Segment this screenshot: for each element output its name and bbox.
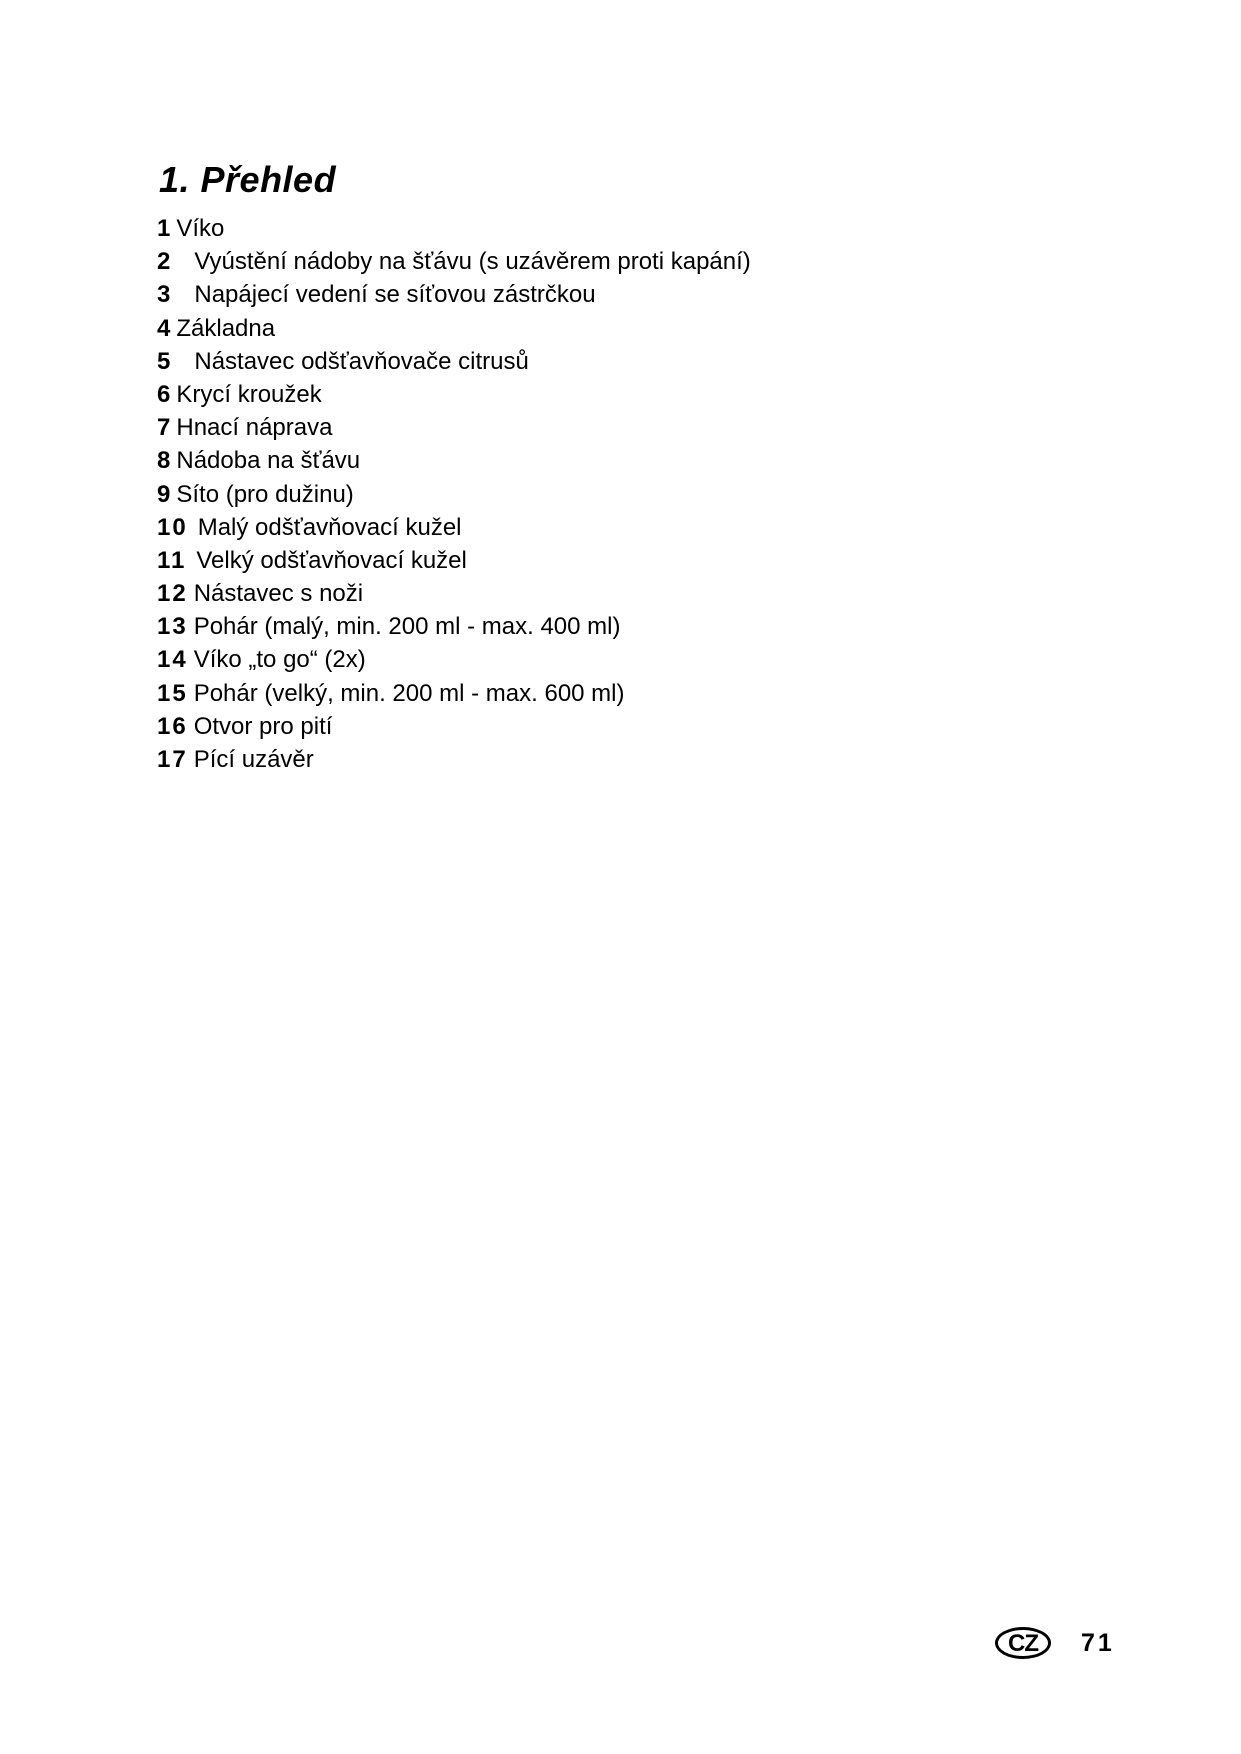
item-label: Nástavec s noži <box>193 580 364 608</box>
item-number: 12 <box>157 580 188 608</box>
item-label: Nástavec odšťavňovače citrusů <box>194 347 529 375</box>
item-number: 3 <box>157 281 173 309</box>
item-label: Velký odšťavňovací kužel <box>196 546 467 574</box>
item-number: 11 <box>157 546 187 574</box>
item-label: Malý odšťavňovací kužel <box>197 513 462 541</box>
item-label: Napájecí vedení se síťovou zástrčkou <box>194 281 596 309</box>
item-number: 2 <box>157 248 173 276</box>
item-label: Víko <box>176 215 225 242</box>
list-item <box>157 710 751 743</box>
list-item <box>157 444 751 477</box>
list-item <box>157 743 751 776</box>
list-item <box>157 312 751 345</box>
item-number: 8 <box>157 447 173 475</box>
item-label: Nádoba na šťávu <box>176 447 361 475</box>
item-label: Síto (pro dužinu) <box>176 480 354 508</box>
list-item <box>157 610 751 643</box>
list-item <box>157 643 751 676</box>
list-item <box>157 544 751 577</box>
page-title: 1. Přehled <box>159 159 337 200</box>
item-label: Pící uzávěr <box>193 746 314 773</box>
list-item <box>157 677 751 710</box>
page-footer <box>995 1623 1115 1663</box>
item-number: 6 <box>157 380 173 408</box>
item-number: 10 <box>157 513 188 541</box>
item-number: 7 <box>157 414 173 442</box>
list-item <box>157 577 751 610</box>
item-label: Vyústění nádoby na šťávu (s uzávěrem proti kapání) <box>194 248 751 276</box>
list-item <box>157 378 751 411</box>
item-label: Hnací náprava <box>176 414 333 442</box>
country-badge: CZ <box>995 1627 1051 1659</box>
list-item <box>157 278 751 311</box>
item-number: 1 <box>157 215 173 242</box>
item-label: Pohár (malý, min. 200 ml - max. 400 ml) <box>193 613 621 641</box>
item-number: 5 <box>157 347 173 375</box>
list-item <box>157 511 751 544</box>
item-number: 4 <box>157 314 173 342</box>
item-label: Pohár (velký, min. 200 ml - max. 600 ml) <box>193 679 625 707</box>
list-item <box>157 345 751 378</box>
item-number: 9 <box>157 480 173 508</box>
item-label: Krycí kroužek <box>176 380 322 408</box>
item-number: 17 <box>157 746 188 773</box>
parts-list <box>157 212 751 776</box>
item-number: 14 <box>157 646 188 674</box>
item-label: Základna <box>176 314 276 342</box>
list-item <box>157 245 751 278</box>
item-number: 13 <box>157 613 188 641</box>
item-number: 15 <box>157 679 188 707</box>
list-item <box>157 212 751 245</box>
page-number: 71 <box>1081 1628 1115 1657</box>
item-label: Otvor pro pití <box>193 712 333 740</box>
item-number: 16 <box>157 712 188 740</box>
item-label: Víko „to go“ (2x) <box>193 646 366 674</box>
list-item <box>157 478 751 511</box>
list-item <box>157 411 751 444</box>
